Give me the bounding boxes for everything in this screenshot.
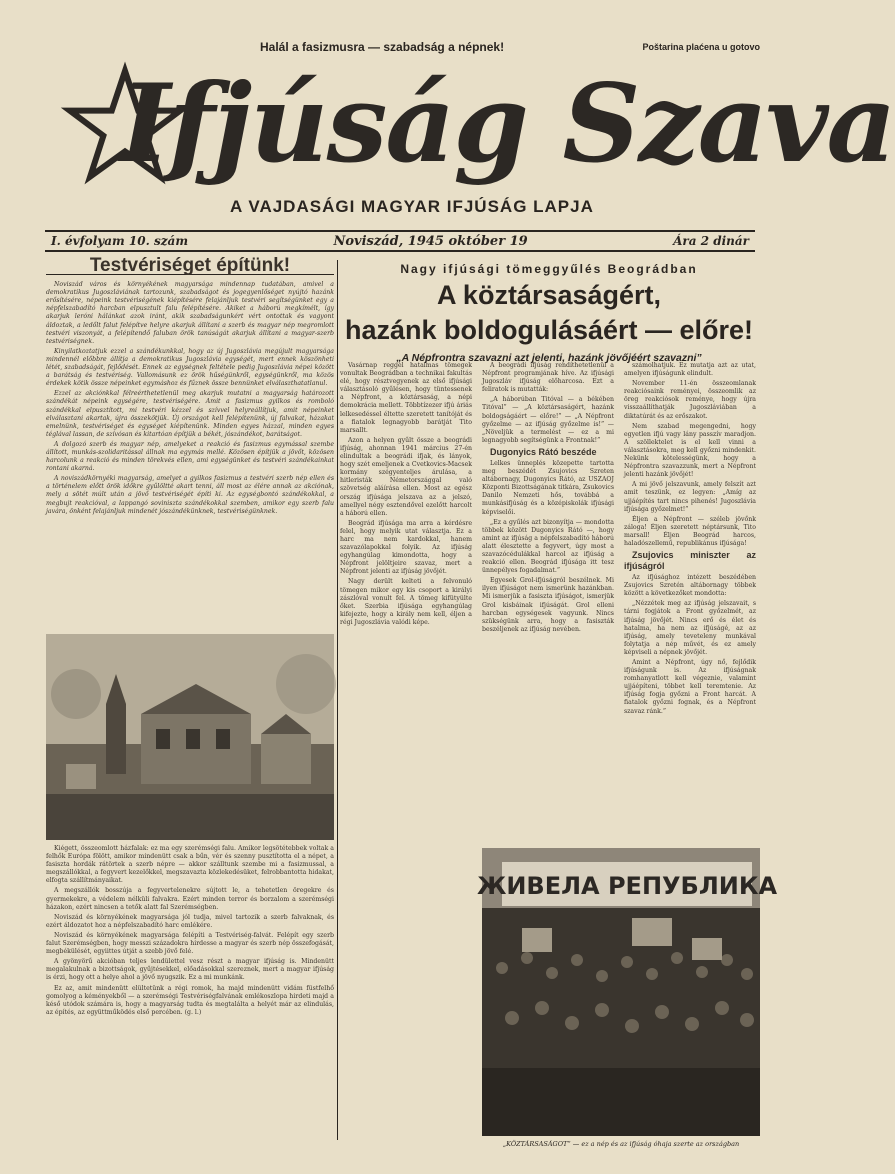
right-kicker: Nagy ifjúsági tömeggyűlés Beográdban bbox=[400, 262, 698, 276]
article-paragraph: Egyesek Grol-ifjúságról beszélnek. Mi ilyen ifjúságot nem ismerünk hazánkban. Mi ismerjük a fasiszta ifjúságot, ismerjük Grol kisbáinak ifjúságát. Grol elleni harcban egységesek vagyunk. Nincs szükségünk arra, hogy a fasiszták beszéljenek az ifjúság nevében. bbox=[482, 577, 614, 633]
issue-date: Noviszád, 1945 október 19 bbox=[333, 233, 528, 249]
masthead bbox=[60, 55, 895, 216]
article-paragraph: A mi jövő jelszavunk, amely felszít azt amit teszünk, ez legyen: „Amíg az ujjáépítés tart nincs pihenés! Jugoszlávia ifjúsága győzelmet!” bbox=[624, 481, 756, 513]
left-article-continued bbox=[46, 845, 334, 1019]
issue-number: I. évfolyam 10. szám bbox=[51, 234, 189, 248]
article-paragraph: Nem szabad megengedni, hogy egyetlen ifjú vagy lány passzív maradjon. A szöllektelet is el kell vinni a választásokra, meg kell győzni mindenkit. Nekünk kötelességünk, hogy a Népfrontra szavazzunk, mert a Népfront jelenti hazánk jövőjét! bbox=[624, 422, 756, 479]
article-paragraph: November 11-én összeomlanak reakciósaink reményei, összeomlik az öreg reakciósok reménye, hogy újra visszaállíthatják Jugoszláviában a diktatúrát és az erőszakot. bbox=[624, 380, 756, 420]
article-paragraph: Éljen a Népfront — széleb jövőnk záloga! Éljen szeretett néptársunk, Tito marsall! Éljen Beográd harcos, haladószellemű, republikánus ifjúsága! bbox=[624, 515, 756, 547]
rally-illustration bbox=[476, 848, 778, 1136]
article-paragraph: Amint a Népfront, úgy nő, fejlődik ifjúságunk is. Az ifjúságnak romhanyatlott kell végeznie, valamint ujjáépíteni, többet kell teremtenie. Az ifjúság fogja győzni a Front harcát. A fiatalok győzni fognak, és a Népfront szavaz ránk.” bbox=[624, 659, 756, 715]
top-slogan: Halál a fasizmusra — szabadság a népnek! bbox=[260, 40, 505, 54]
article-paragraph: Az ifjúsághoz intézett beszédében Zsujovics Szretén altábornagy többek között a következőket mondotta: bbox=[624, 574, 756, 598]
left-paragraph: Noviszád és környékének magyarsága jól tudja, mivel tartozik a szerb falvaknak, és ezért áldozatot hoz a népfelszabadító harc emlékére. bbox=[46, 913, 334, 929]
article-paragraph: Nagy derült kelteti a felvonuló tömegen mikor egy kis csoport a királyi zászlóval vonult fel. A tömeg kifütyülte őket. Szerbia ifjúsága egyhangúlag kifejezte, hogy a király nem kell, éljen a régi Jugoszlávia valódi képe. bbox=[340, 578, 472, 626]
village-ruins-photo bbox=[46, 634, 334, 840]
article-paragraph: Azon a helyen gyűlt össze a beográdi ifjúság, ahonnan 1941 március 27-én elindultak a beográdi ifjak, és lányok, hogy szét emeljenek a Cvetkovics-Macsek kormány szégyenteljes árulása, a hitleristák Németországgal való szövetség aláírása ellen. Most az egész ország ifjúsága jelszava az a jelszó, amellyel négy esztendővel ezelőtt harcolt a háború ellen. bbox=[340, 436, 472, 517]
issue-price: Ára 2 dinár bbox=[673, 234, 749, 248]
right-headline-line2: hazánk boldogulásáért — előre! bbox=[344, 315, 754, 345]
article-paragraph: „Ez a gyűlés azt bizonyítja — mondotta többek között Dugonyics Rátó —, hogy amint az ifjúság a népfelszabadító háború alatt élesztette a fegyvert, úgy most a szavazócédulákkal harcol az ifjúság a reakció ellen. Beográd ifjúsága itt tesz ünnepélyes fogadalmat.” bbox=[482, 518, 614, 575]
left-paragraph: A noviszádkörnyéki magyarság, amelyet a gyilkos fasizmus a testvéri szerb nép ellen és a történelem előtt örök időkre gyűlöltté akart tenni, áll most az élére annak az akciónak, mely a sötét múlt után a jövő testvériségét építi ki. Az egységbontó szándékokkal, a megbujt reakcióval, a lappangó soviniszta szándékokkal szemben, amikor egy szerb falu javára, önként felajánljuk mindenét jószándékünknek, testvériségünknek. bbox=[46, 475, 334, 515]
article-paragraph: számolhatjuk. Ez mutatja azt az utat, amelyen ifjúságunk elindult. bbox=[624, 362, 756, 378]
subheading-zsujovics: Zsujovics miniszter az ifjúságról bbox=[624, 550, 756, 572]
left-paragraph: Ezzel az akciónkkal félreérthetetlenül meg akarjuk mutatni a magyarság határozott szándékát népeink egységére, testvériségére. Amit a fasizmus gyilkos és romboló szándékkal elpusztított, mi testvéri kézzel és szívvel helyreállítjuk, amit népeinket elválasztani akartak, újra összekötjük. Új országot kell felépítenünk, új falvakat, házakat emelnünk, testvériséget és egységet kiépítenünk. Minden egyes házzal, minden egyes téglával lassan, de szívósan és kitartóan építjük a békét, jószándékot, barátságot. bbox=[46, 390, 334, 438]
left-paragraph: Noviszád és környékének magyarsága felépíti a Testvériség-falvát. Felépít egy szerb falut Szerémségben, hogy messzi századokra hirdesse a magyar és szerb nép összefogását, megbékülését, egyiittes útját a szebb jövő felé. bbox=[46, 931, 334, 956]
column-divider bbox=[337, 260, 338, 1140]
article-paragraph: Lelkes ünneplés közepette tartotta meg beszédét Zsujovics Szreten altábornagy, Dugonyics Rátó, az USZAOJ Központi Bizottságának titkára, Zsukovics Danilo Nemzeti hős, továbbá a munkásifjúság és a középiskolák ifjúsági képviselői. bbox=[482, 459, 614, 516]
rally-photo-caption: „KÖZTÁRSASÁGOT” — ez a nép és az ifjúság óhaja szerte az országban bbox=[502, 1140, 740, 1148]
left-article bbox=[46, 255, 334, 518]
right-column-3 bbox=[624, 362, 756, 718]
article-paragraph: A beográdi ifjúság rendíthetetlenül a Népfront programjának híve. Az ifjúsági Jugoszláv ifjúság előharcosa. Ezt a feliratok is mutatták: bbox=[482, 362, 614, 394]
postage-note: Poštarina plaćena u gotovo bbox=[642, 42, 760, 52]
left-paragraph: A gyönyörű akcióban teljes lendülettel vesz részt a magyar ifjúság is. Mindenütt megalakulnak a bizottságok, gyűjtésekkel, előadásokkal szereznek, mert a magyar ifjúság is érzi, hogy ott a helye ahol a jövő nyugszik. Ez a mi munkánk. bbox=[46, 958, 334, 982]
right-headline-line1: A köztársaságért, bbox=[436, 280, 662, 310]
left-paragraph: Kinyilatkoztatjuk ezzel a szándékunkkal, hogy az új Jugoszlávia megújult magyarsága mindennél előbbre állítja a demokratikus Jugoszlávia egységét, mert ennek köszönheti létét, szabadságát, fejlődését. Ennek az egységnek feltétele pedig Jugoszlávia népei között a barátság és testvériség. Vallomásunk ez örök hűségünkről, egységünkről, ma közös érdekek kötik össze népeinket egymáshoz és fűznek össze bennünket elválaszthatatlanul. bbox=[46, 347, 334, 388]
banner-text: ЖИВЕЛА РЕПУБЛИКА bbox=[476, 872, 778, 900]
right-article-heading bbox=[340, 262, 758, 364]
article-paragraph: Beográd ifjúsága ma arra a kérdésre felel, hogy melyik utat választja. Ez a harc ma nem kardokkal, hanem szavazólapokkal folyik. Az ifjúság egyhangúlag kimondotta, hogy a Népfront jelöltjeire szavaz, mert a Népfront jelenti az ifjúság jövőjét. bbox=[340, 519, 472, 576]
newspaper-subtitle: A VAJDASÁGI MAGYAR IFJÚSÁG LAPJA bbox=[230, 197, 594, 216]
left-paragraph: A megszállók bosszúja a fegyvertelenekre sújtott le, a tehetetlen öregekre és gyermekekre, a védelem nélküli falvakra. Ezért minden terror és borzalom a szerémségi házakon, ezért nincsen a tetők alatt fal Szerémségben. bbox=[46, 887, 334, 911]
rally-photo bbox=[476, 848, 778, 1136]
left-paragraph: A dolgozó szerb és magyar nép, amelyeket a reakció és fasizmus egymással szembe állított, munkás-szolidaritással állnak ma egymás mellé. Közösen építjük a jövőt, közösen harcolunk a reakció és minden törekvés ellen, ami egységünket és testvéri szándékainkat rontani akarná. bbox=[46, 440, 334, 473]
left-paragraph: Ez az, amit mindenütt elültetünk a régi romok, ha majd mindenütt vidám füstfelhő gomolyog a kéményekből — a szerémségi Testvériségfalvának emlékoszlopa hirdeti majd a késő utódok számára is, hogy a magyarság tudta és megtalálta a helyét már az elindulás, az építés, az együttműködés első percében. (g. l.) bbox=[46, 984, 334, 1016]
left-article-title: Testvériséget építünk! bbox=[46, 262, 334, 275]
right-quote: „A Népfrontra szavazni azt jelenti, hazánk jövőjéért szavazni” bbox=[396, 352, 702, 364]
issue-line bbox=[45, 230, 755, 252]
subheading-dugonyics: Dugonyics Rátó beszéde bbox=[490, 446, 597, 457]
right-column-1 bbox=[340, 362, 472, 629]
right-column-2 bbox=[482, 362, 614, 636]
left-paragraph: Noviszád város és környékének magyarsága mindennap tudatában, amivel a demokratikus Jugoszláviának tartozunk, szabadságot és jogegyenlőséget nyújtó hazánk erősítésére, népeink testvériségének kiépítésére felajánljuk testvéri segítségünket egy a népfelszabadító harcban elpusztult falu felépítésére. Akiket a háború megkímélt, így akarjuk leróni hálánkat azok iránt, akik szabadságunkért vért ontottak és vagyont áldoztak, a ledőlt falut felépítve helyre akarjuk állítani a szerb és magyar nép megromlott testvéri viszonyát, a felépítendő faluban örök tanúságát akarjuk állítani a magyar-szerb testvériségnek. bbox=[46, 281, 334, 345]
article-paragraph: Vasárnap reggel hatalmas tömegek vonultak Beográdban a technikai fakultás elé, hogy résztvegyenek az első ifjúsági választásoló gyűlésen, hogy tüntessenek a Népfront, a köztársaság, a népi demokrácia mellett. Többtízezer ifjú áriás lelkesedéssel éltette szeretett tanítóját és a fiatalok legnagyobb barátját Tito marsallt. bbox=[340, 362, 472, 434]
left-paragraph: Kiégett, összeomlott házfalak: ez ma egy szerémségi falu. Amikor legsötétebbek voltak a felhők Európa fölött, amikor mindenütt csak a bűn, vér és szenny pusztította el a népet, a fasiszta hordák rátörtek a szerb népre — akkor szálltunk szembe mi a fasizmussal, a megszállókkal, a fegyvert kezelőkkel, megszavazta közlekedésüket, felrobbantotta hidakat, elfogta szállítmányaikat. bbox=[46, 845, 334, 885]
newspaper-title: Ifjúság Szava bbox=[120, 61, 895, 187]
ruins-illustration bbox=[46, 634, 334, 840]
article-paragraph: „A háborúban Titóval — a békében Titóval” — „A köztársaságért, hazánk boldogságáért — előre!” — „A Népfront győzelme — az ifjúság győzelme is!” — „Növeljük a termelést — ez a mi legnagyobb segítségünk a Frontnak!” bbox=[482, 396, 614, 444]
article-paragraph: „Nézzétek meg az ifjúság jelszavait, s tárni fogjátok a Front győzelmét, az ifjúság jövőjét. Nincs erő és élet és hatalma, ha nem az ifjúságé, az az ifjúság, amely teveteleny munkával folytatja a nép művét, és ez amely képviseli a népnek jövőjét. bbox=[624, 600, 756, 656]
